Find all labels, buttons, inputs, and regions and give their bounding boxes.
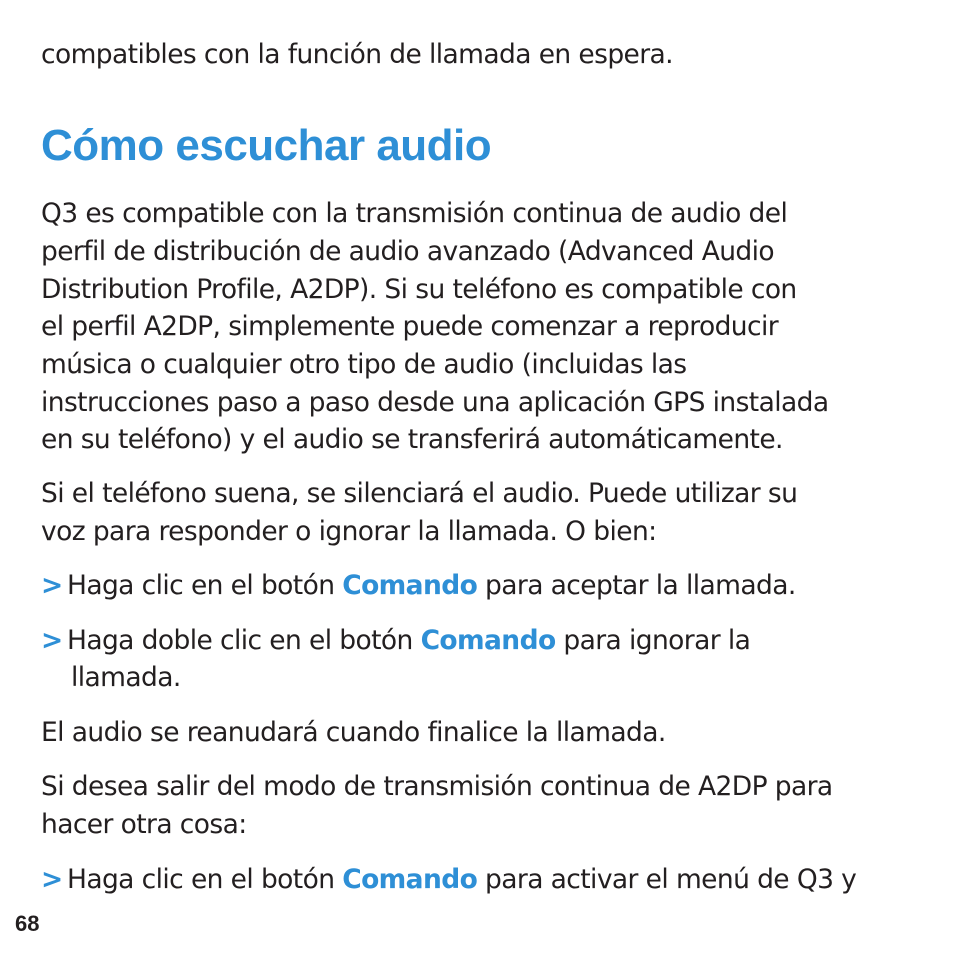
paragraph-line: hacer otra cosa: [41,809,247,840]
bullet-text-before: Haga clic en el botón [67,570,343,601]
bullet-text-before: Haga clic en el botón [67,864,343,895]
section-heading: Cómo escuchar audio [41,121,492,170]
bullet-marker: > [41,864,63,895]
bullet-text-before: Haga doble clic en el botón [67,625,421,656]
paragraph-line: Distribution Profile, A2DP). Si su teléfono es compatible con [41,274,797,305]
paragraph-line: instrucciones paso a paso desde una aplicación GPS instalada [41,387,829,418]
paragraph-line: voz para responder o ignorar la llamada. O bien: [41,516,657,547]
bullet-marker: > [41,625,63,656]
paragraph-line: perfil de distribución de audio avanzado (Advanced Audio [41,236,775,267]
bullet-activate-menu [41,864,857,895]
page-number: 68 [15,911,40,936]
paragraph-line: Q3 es compatible con la transmisión continua de audio del [41,198,788,229]
paragraph-line: Si desea salir del modo de transmisión continua de A2DP para [41,771,833,802]
intro-line: compatibles con la función de llamada en espera. [41,39,674,70]
command-keyword: Comando [420,625,556,656]
paragraph-line: el perfil A2DP, simplemente puede comenzar a reproducir [41,311,779,342]
paragraph-resume-audio: El audio se reanudará cuando finalice la llamada. [41,717,666,748]
paragraph-line: Si el teléfono suena, se silenciará el audio. Puede utilizar su [41,478,798,509]
bullet-text-after: para activar el menú de Q3 y [477,864,857,895]
paragraph-line: en su teléfono) y el audio se transferirá automáticamente. [41,424,783,455]
bullet-text-after: para aceptar la llamada. [477,570,796,601]
command-keyword: Comando [342,570,478,601]
bullet-marker: > [41,570,63,601]
bullet-continuation: llamada. [71,662,181,693]
bullet-text-after: para ignorar la [555,625,751,656]
paragraph-line: música o cualquier otro tipo de audio (incluidas las [41,349,687,380]
bullet-accept-call [41,570,796,601]
command-keyword: Comando [342,864,478,895]
